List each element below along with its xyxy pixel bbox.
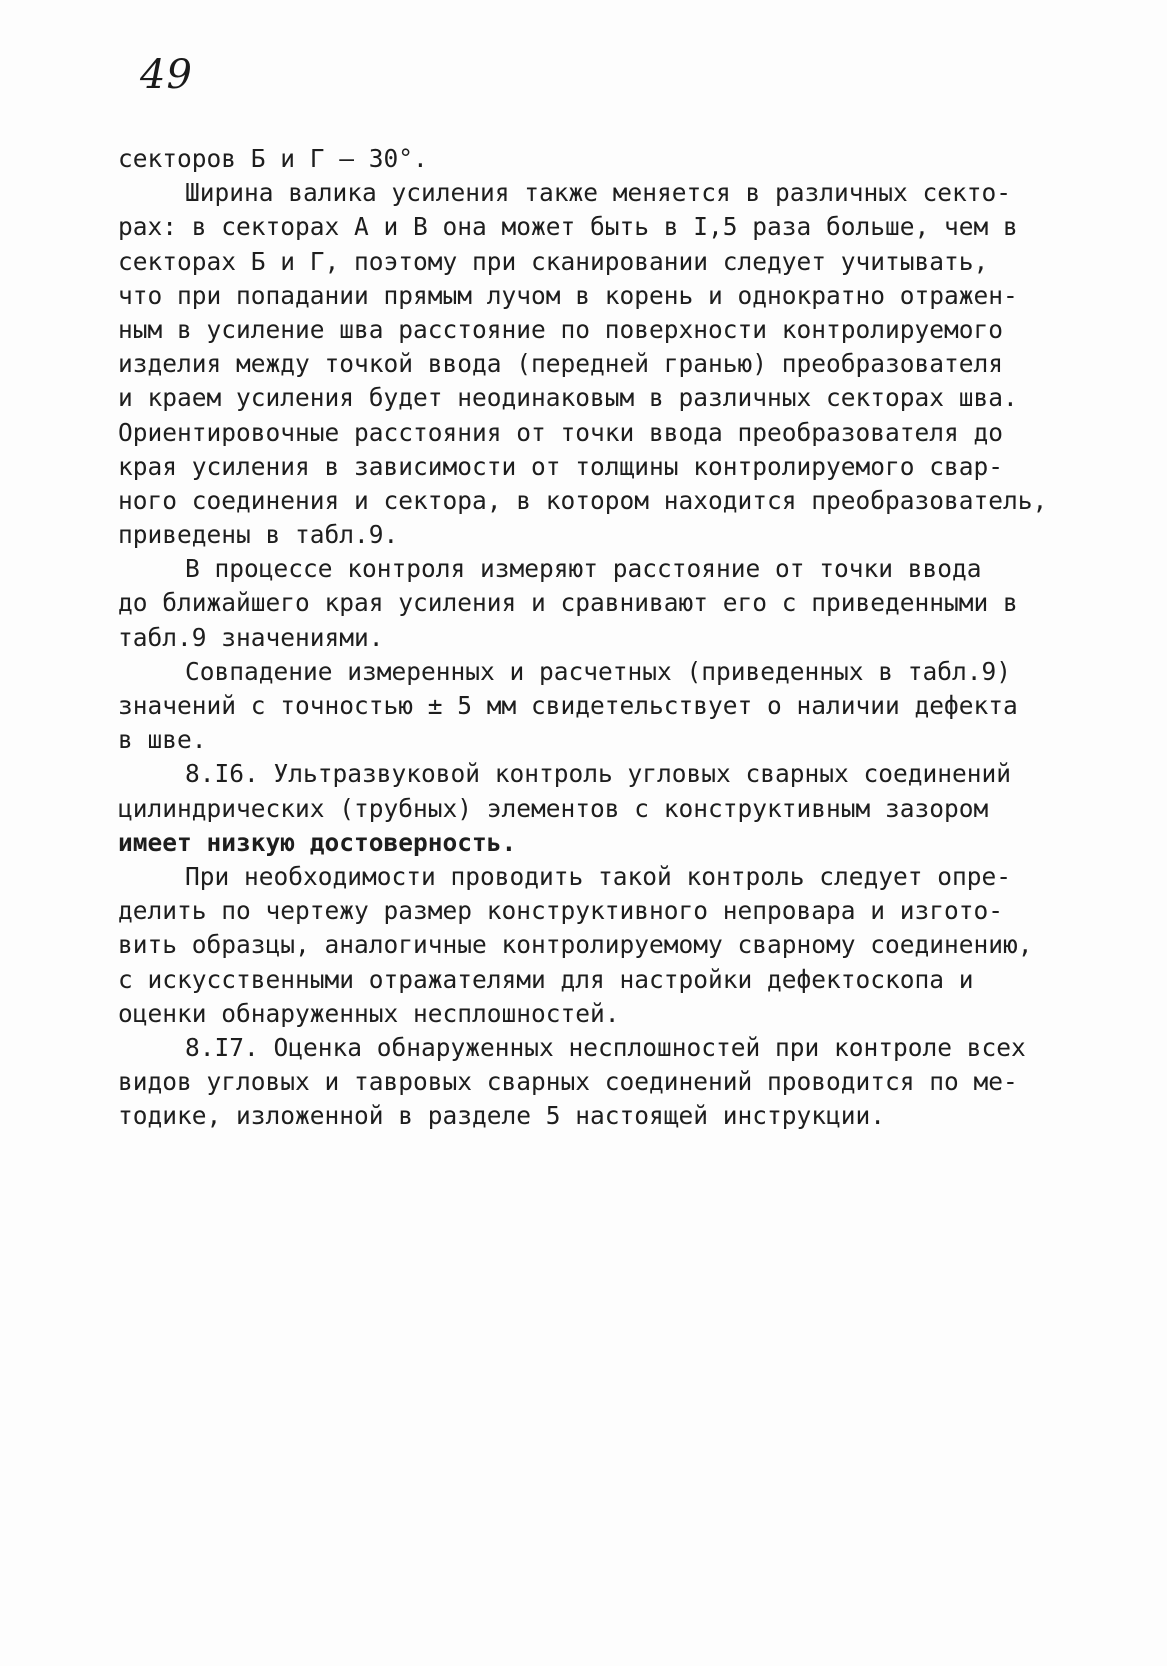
text-line: 8.I7. Оценка обнаруженных несплошностей при контроле всех <box>185 1032 1026 1062</box>
text-line: с искусственными отражателями для настройки дефектоскопа и <box>118 964 974 994</box>
text-line: в шве. <box>118 725 207 755</box>
text-line: секторах Б и Г, поэтому при сканировании следует учитывать, <box>118 246 989 276</box>
text-line: цилиндрических (трубных) элементов с конструктивным зазором <box>118 793 989 823</box>
text-line: изделия между точкой ввода (передней гранью) преобразователя <box>118 349 1004 379</box>
text-line: видов угловых и тавровых сварных соединений проводится по ме- <box>118 1067 1018 1097</box>
text-line: секторов Б и Г – 30°. <box>118 144 428 173</box>
text-line: ного соединения и сектора, в котором находится преобразователь, <box>118 485 1048 515</box>
text-line: приведены в табл.9. <box>118 520 399 550</box>
text-line: оценки обнаруженных несплошностей. <box>118 998 620 1028</box>
text-line: вить образцы, аналогичные контролируемому сварному соединению, <box>118 930 1033 960</box>
text-line: При необходимости проводить такой контроль следует опре- <box>185 861 1012 891</box>
text-line: рах: в секторах А и В она может быть в I,5 раза больше, чем в <box>118 212 1018 242</box>
text-line: тодике, изложенной в разделе 5 настоящей инструкции. <box>118 1101 886 1131</box>
body-text <box>118 142 1118 1133</box>
text-line: делить по чертежу размер конструктивного непровара и изгото- <box>118 896 1004 926</box>
page-number: 49 <box>140 52 193 98</box>
text-line: Совпадение измеренных и расчетных (приведенных в табл.9) <box>185 656 1012 686</box>
text-line: Ориентировочные расстояния от точки ввода преобразователя до <box>118 417 1004 447</box>
text-line: до ближайшего края усиления и сравнивают его с приведенными в <box>118 588 1018 618</box>
text-line: 8.I6. Ультразвуковой контроль угловых сварных соединений <box>185 759 1012 789</box>
text-line: значений с точностью ± 5 мм свидетельствует о наличии дефекта <box>118 691 1018 720</box>
text-line: края усиления в зависимости от толщины контролируемого свар- <box>118 451 1004 481</box>
text-line: ным в усиление шва расстояние по поверхности контролируемого <box>118 314 1004 344</box>
text-line: что при попадании прямым лучом в корень и однократно отражен- <box>118 280 1018 310</box>
text-line: имеет низкую достоверность. <box>118 827 517 857</box>
text-line: Ширина валика усиления также меняется в различных секто- <box>185 178 1012 208</box>
text-line: табл.9 значениями. <box>118 622 384 652</box>
text-line: В процессе контроля измеряют расстояние от точки ввода <box>185 554 982 584</box>
text-line: и краем усиления будет неодинаковым в различных секторах шва. <box>118 383 1018 413</box>
